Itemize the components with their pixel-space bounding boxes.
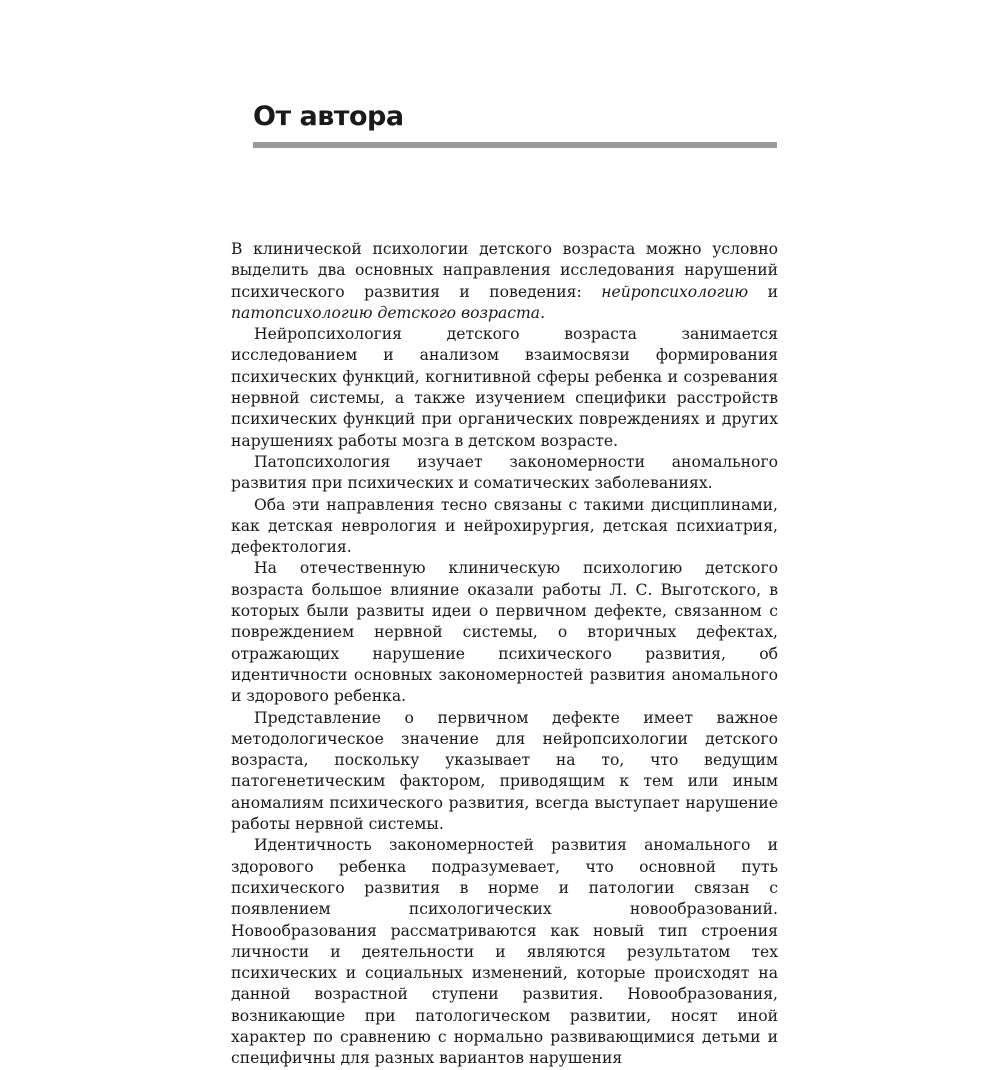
chapter-title: От автора — [253, 101, 404, 132]
paragraph-1 — [231, 239, 778, 324]
paragraph-5: На отечественную клиническую психологию детского возраста большое влияние оказали работы Л. С. Выготского, в которых были развиты идеи о первичном дефекте, связанном с повреждением нервной системы, о вторичных дефектах, отражающих нарушение психического развития, об идентичности основных закономерностей развития аномального и здорового ребенка. — [231, 559, 778, 706]
paragraph-2: Нейропсихология детского возраста занимается исследованием и анализом взаимосвязи формирования психических функций, когнитивной сферы ребенка и созревания нервной системы, а также изучением специфики расстройств психических функций при органических повреждениях и других нарушениях работы мозга в детском возрасте. — [231, 325, 778, 450]
paragraph-7: Идентичность закономерностей развития аномального и здорового ребенка подразумевает, что основной путь психического развития в норме и патологии связан с появлением психологических новообразований. Новообразования рассматриваются как новый тип строения личности и деятельности и являются результатом тех психических и социальных изменений, которые происходят на данной возрастной ступени развития. Новообразования, возникающие при патологическом развитии, носят иной характер по сравнению с нормально развивающимися детьми и специфичны для разных вариантов нарушения — [231, 836, 778, 1068]
paragraph-1-conjunction: и — [748, 282, 779, 301]
paragraph-1-text-start: В клинической психологии детского возраста можно условно выделить два основных направления исследования нарушений психического развития и поведения: — [231, 240, 778, 301]
term-neuropsychology: нейропсихологию — [601, 282, 749, 301]
paragraph-4: Оба эти направления тесно связаны с такими дисциплинами, как детская неврология и нейрохирургия, детская психиатрия, дефектология. — [231, 495, 778, 557]
title-underline-rule — [253, 142, 777, 148]
paragraph-6: Представление о первичном дефекте имеет важное методологическое значение для нейропсихологии детского возраста, поскольку указывает на то, что ведущим патогенетическим фактором, приводящим к тем или иным аномалиям психического развития, всегда выступает нарушение работы нервной системы. — [231, 708, 778, 834]
paragraph-1-text-end: . — [540, 303, 546, 322]
term-pathopsychology: патопсихологию детского возраста — [231, 303, 541, 322]
body-text — [231, 239, 778, 1070]
paragraph-3: Патопсихология изучает закономерности аномального развития при психических и соматических заболеваниях. — [231, 452, 778, 493]
